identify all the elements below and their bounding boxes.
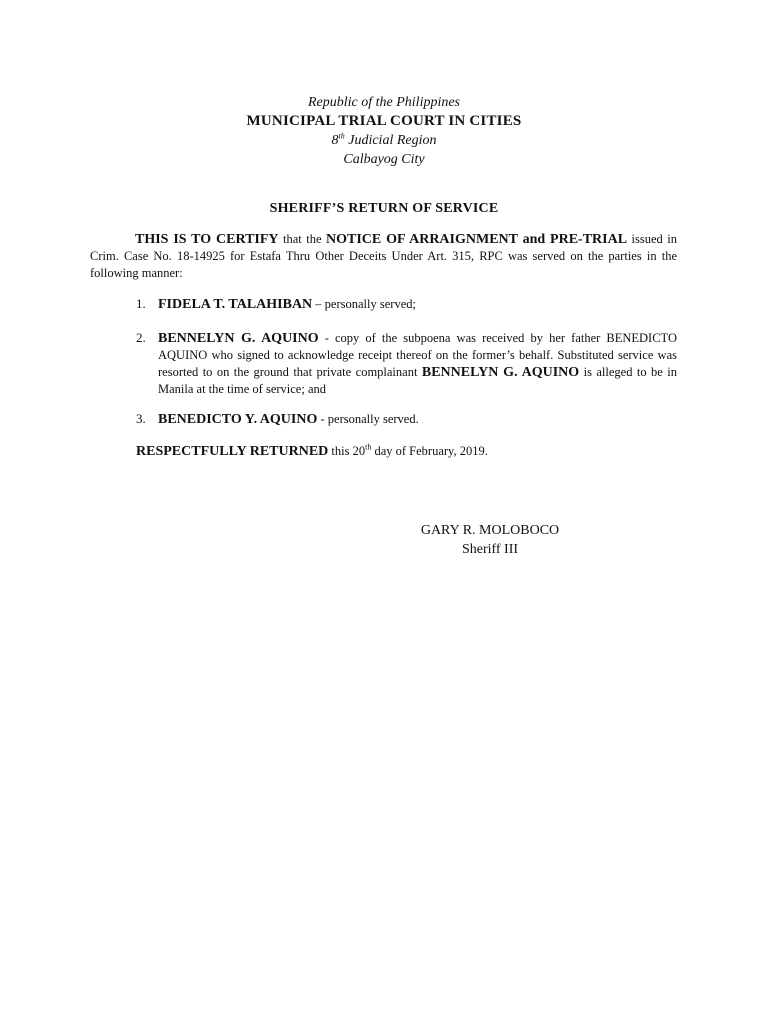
returned-date-pre: this 20 [328,444,366,458]
returned-date-post: day of February, 2019. [371,444,488,458]
judicial-region [0,131,768,150]
returned-lead: RESPECTFULLY RETURNED [136,444,329,459]
region-number: 8 [331,133,339,148]
court-header [0,93,768,169]
item-number: 1. [136,296,146,311]
certify-rest: issued in Crim. Case No. 18-14925 for Estafa Thru Other Deceits Under Art. 315, RPC was served on the parties in the following manner: [90,232,677,280]
service-detail: - personally served. [317,412,419,426]
item-body [158,330,677,398]
party-name-repeat: BENNELYN G. AQUINO [421,365,580,380]
court-name: MUNICIPAL TRIAL COURT IN CITIES [246,113,522,129]
certify-paragraph [90,231,677,282]
service-detail: - copy of the subpoena was received by her father BENEDICTO AQUINO who signed to acknowledge receipt thereof on the former’s behalf. Substituted service was resorted to on the ground that private complainant [158,331,677,379]
region-suffix: th [338,131,345,141]
notice-title: NOTICE OF ARRAIGNMENT and PRE-TRIAL [326,232,628,247]
signature-block [350,521,630,559]
party-name: BENEDICTO Y. AQUINO [158,412,318,427]
region-text: Judicial Region [344,133,437,148]
service-detail: – personally served; [312,297,416,311]
republic-line: Republic of the Philippines [307,95,461,110]
party-name: FIDELA T. TALAHIBAN [158,297,313,312]
party-name: BENNELYN G. AQUINO [158,331,319,346]
item-body [158,411,677,428]
service-detail-end: is alleged to be in Manila at the time of service; and [158,365,678,396]
returned-date-suffix: th [365,442,372,452]
returned-line [136,444,488,460]
certify-mid: that the [278,232,326,246]
certify-lead: THIS IS TO CERTIFY [135,232,279,247]
signatory-name: GARY R. MOLOBOCO [420,523,560,538]
item-number: 3. [136,411,146,426]
signatory-position: Sheriff III [461,542,519,557]
item-body [158,296,677,313]
item-number: 2. [136,330,146,345]
document-title: SHERIFF’S RETURN OF SERVICE [269,201,499,216]
city-line: Calbayog City [343,152,425,167]
